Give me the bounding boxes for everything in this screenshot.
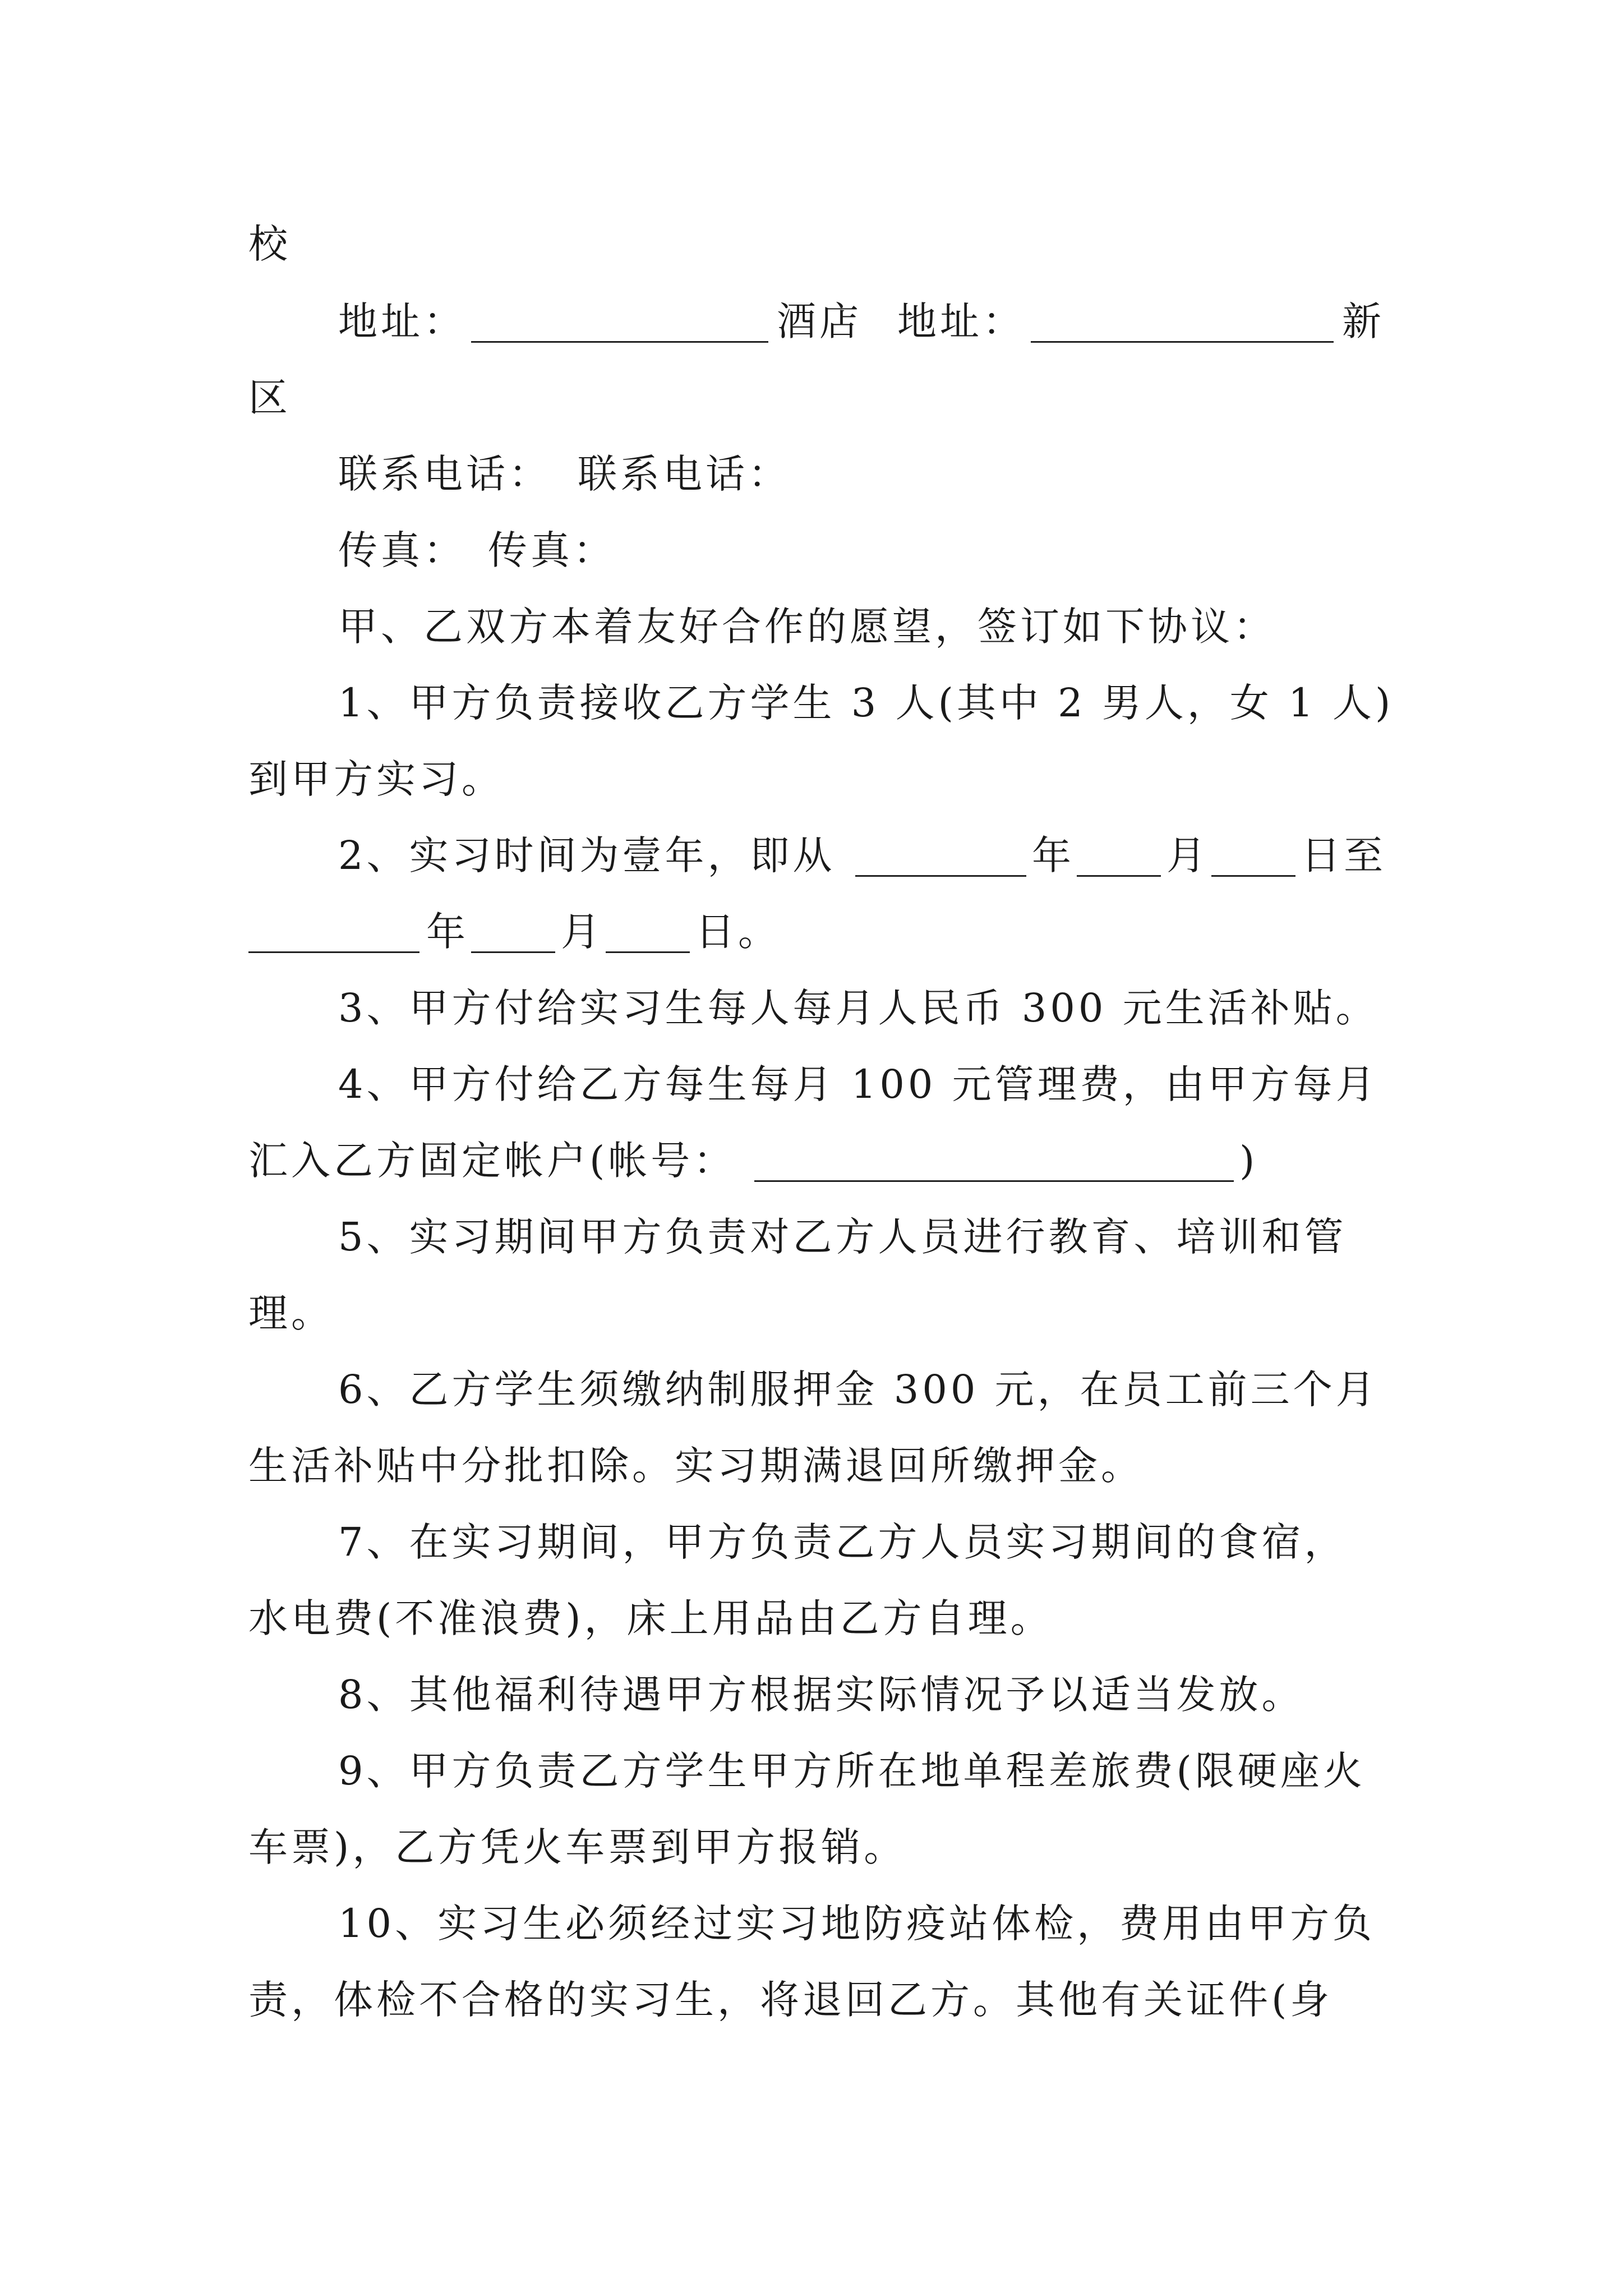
- clause-1: [0, 672, 1623, 734]
- line-text: 责，体检不合格的实习生，将退回乙方。其他有关证件(身: [248, 1977, 1333, 2023]
- text-line: [0, 367, 1623, 429]
- line-text: 生活补贴中分批扣除。实习期满退回所缴押金。: [248, 1443, 1144, 1489]
- line-text: 理。: [248, 1290, 334, 1336]
- end-day-blank[interactable]: [606, 951, 690, 953]
- clause-8: [0, 1664, 1623, 1726]
- line-text: ): [1239, 1138, 1258, 1184]
- text-line: [0, 1435, 1623, 1497]
- account-line: [0, 1130, 1623, 1191]
- end-year-blank[interactable]: [248, 951, 419, 953]
- month-label: 月: [561, 909, 603, 955]
- clause-9: [0, 1740, 1623, 1802]
- line-text: 7、在实习期间，甲方负责乙方人员实习期间的食宿，: [338, 1519, 1347, 1565]
- text-line: [0, 1816, 1623, 1878]
- fax-line: [0, 519, 1623, 581]
- start-day-blank[interactable]: [1211, 875, 1295, 877]
- line-text: 6、乙方学生须缴纳制服押金 300 元，在员工前三个月: [338, 1366, 1378, 1412]
- hotel-label: 酒店: [777, 298, 862, 344]
- phone-line: [0, 443, 1623, 505]
- line-text: 校: [248, 221, 291, 267]
- address-line: [0, 291, 1623, 352]
- line-text: 1、甲方负责接收乙方学生 3 人(其中 2 男人，女 1 人): [338, 680, 1394, 726]
- line-text: 9、甲方负责乙方学生甲方所在地单程差旅费(限硬座火: [338, 1748, 1366, 1794]
- line-text: 区: [248, 375, 291, 421]
- phone-label-a: 联系电话：: [338, 451, 551, 497]
- account-number-blank[interactable]: [754, 1180, 1234, 1182]
- fax-label-b: 传真：: [488, 527, 616, 573]
- day-label: 日。: [695, 909, 781, 955]
- start-year-blank[interactable]: [855, 875, 1026, 877]
- clause-7: [0, 1511, 1623, 1573]
- text-line: [0, 1969, 1623, 2031]
- end-month-blank[interactable]: [471, 951, 555, 953]
- start-month-blank[interactable]: [1077, 875, 1161, 877]
- line-text: 3、甲方付给实习生每人每月人民币 300 元生活补贴。: [338, 985, 1378, 1031]
- line-text: 甲、乙双方本着友好合作的愿望，签订如下协议：: [338, 604, 1276, 650]
- text-line: [0, 1282, 1623, 1344]
- clause-5: [0, 1206, 1623, 1268]
- clause-6: [0, 1359, 1623, 1420]
- intro-line: [0, 596, 1623, 657]
- year-label: 年: [426, 909, 469, 955]
- clause-2: [0, 825, 1623, 886]
- line-text: 8、其他福利待遇甲方根据实际情况予以适当发放。: [338, 1672, 1304, 1718]
- clause-10: [0, 1893, 1623, 1954]
- line-text: 新: [1342, 298, 1385, 344]
- day-label: 日至: [1301, 832, 1386, 878]
- line-text: 2、实习时间为壹年，即从: [338, 832, 836, 878]
- month-label: 月: [1166, 832, 1209, 878]
- phone-label-b: 联系电话：: [578, 451, 791, 497]
- address-blank-b[interactable]: [1031, 341, 1334, 343]
- clause-3: [0, 977, 1623, 1039]
- line-text: 汇入乙方固定帐户(帐号：: [248, 1138, 736, 1184]
- line-text: 10、实习生必须经过实习地防疫站体检，费用由甲方负: [338, 1901, 1376, 1947]
- line-text: 5、实习期间甲方负责对乙方人员进行教育、培训和管: [338, 1214, 1347, 1260]
- text-line: [0, 748, 1623, 810]
- line-text: 4、甲方付给乙方每生每月 100 元管理费，由甲方每月: [338, 1061, 1378, 1107]
- address-label-b: 地址：: [897, 298, 1025, 344]
- clause-4: [0, 1053, 1623, 1115]
- address-label-a: 地址：: [338, 298, 466, 344]
- text-line: [0, 213, 1623, 275]
- address-blank-a[interactable]: [471, 341, 768, 343]
- text-line: [0, 1588, 1623, 1649]
- fax-label-a: 传真：: [338, 527, 466, 573]
- clause-2-cont: [0, 901, 1623, 963]
- line-text: 车票)，乙方凭火车票到甲方报销。: [248, 1824, 907, 1870]
- year-label: 年: [1032, 832, 1075, 878]
- line-text: 水电费(不准浪费)，床上用品由乙方自理。: [248, 1595, 1053, 1641]
- line-text: 到甲方实习。: [248, 756, 504, 802]
